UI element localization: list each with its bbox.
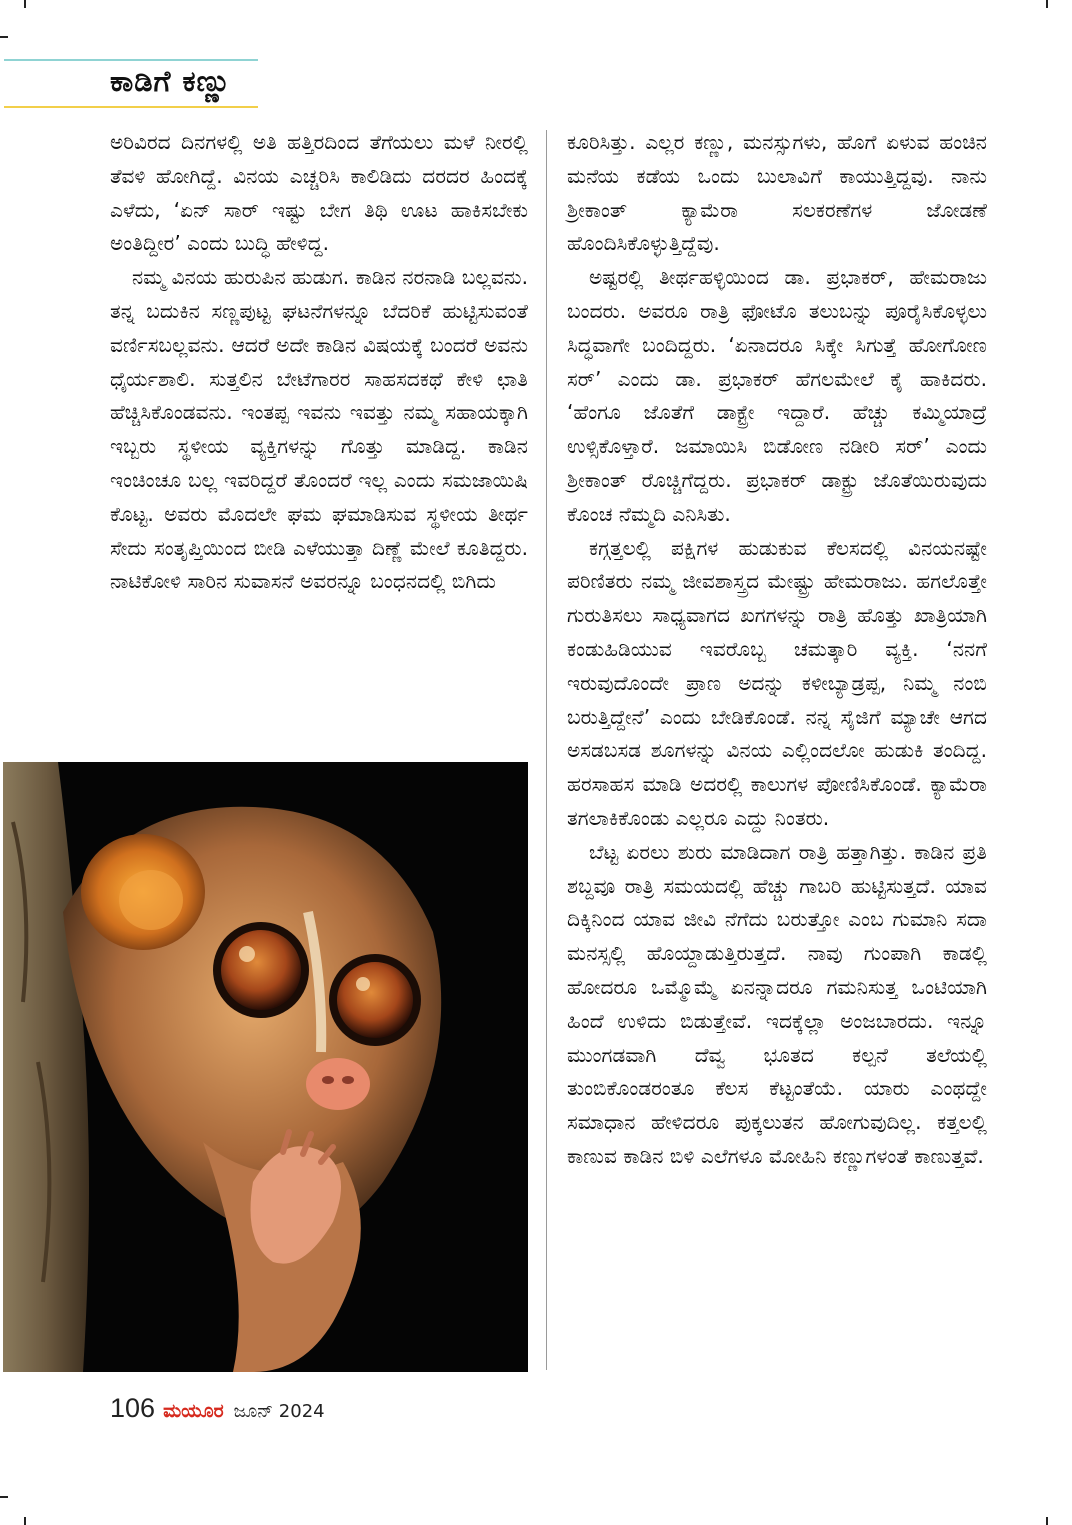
crop-mark-top-left bbox=[24, 0, 26, 8]
paragraph: ನಮ್ಮ ವಿನಯ ಹುರುಪಿನ ಹುಡುಗ. ಕಾಡಿನ ನರನಾಡಿ ಬಲ್ಲವನು. ತನ್ನ ಬದುಕಿನ ಸಣ್ಣಪುಟ್ಟ ಘಟನೆಗಳನ್ನೂ ಬೆದರಿಕೆ ಹುಟ್ಟಿಸುವಂತೆ ವರ್ಣಿಸಬಲ್ಲವನು. ಆದರೆ ಅದೇ ಕಾಡಿನ ವಿಷಯಕ್ಕೆ ಬಂದರೆ ಅವನು ಧೈರ್ಯಶಾಲಿ. ಸುತ್ತಲಿನ ಬೇಟೆಗಾರರ ಸಾಹಸದಕಥೆ ಕೇಳಿ ಛಾತಿ ಹೆಚ್ಚಿಸಿಕೊಂಡವನು. ಇಂತಪ್ಪ ಇವನು ಇವತ್ತು ನಮ್ಮ ಸಹಾಯಕ್ಕಾಗಿ ಇಬ್ಬರು ಸ್ಥಳೀಯ ವ್ಯಕ್ತಿಗಳನ್ನು ಗೊತ್ತು ಮಾಡಿದ್ದ. ಕಾಡಿನ ಇಂಚಿಂಚೂ ಬಲ್ಲ ಇವರಿದ್ದರೆ ತೊಂದರೆ ಇಲ್ಲ ಎಂದು ಸಮಜಾಯಿಷಿ ಕೊಟ್ಟ. ಅವರು ಮೊದಲೇ ಘಮ ಘಮಾಡಿಸುವ ಸ್ಥಳೀಯ ತೀರ್ಥ ಸೇದು ಸಂತೃಪ್ತಿಯಿಂದ ಬೀಡಿ ಎಳೆಯುತ್ತಾ ದಿಣ್ಣೆ ಮೇಲೆ ಕೂತಿದ್ದರು. ನಾಟಿಕೋಳಿ ಸಾರಿನ ಸುವಾಸನೆ ಅವರನ್ನೂ ಬಂಧನದಲ್ಲಿ ಬಿಗಿದು bbox=[110, 265, 528, 594]
crop-mark-top-right bbox=[1046, 0, 1048, 8]
paragraph: ಬೆಟ್ಟ ಏರಲು ಶುರು ಮಾಡಿದಾಗ ರಾತ್ರಿ ಹತ್ತಾಗಿತ್ತು. ಕಾಡಿನ ಪ್ರತಿ ಶಬ್ದವೂ ರಾತ್ರಿ ಸಮಯದಲ್ಲಿ ಹೆಚ್ಚು ಗಾಬರಿ ಹುಟ್ಟಿಸುತ್ತದೆ. ಯಾವ ದಿಕ್ಕಿನಿಂದ ಯಾವ ಜೀವಿ ನೆಗೆದು ಬರುತ್ತೋ ಎಂಬ ಗುಮಾನಿ ಸದಾ ಮನಸ್ಸಲ್ಲಿ ಹೊಯ್ದಾಡುತ್ತಿರುತ್ತದೆ. ನಾವು ಗುಂಪಾಗಿ ಕಾಡಲ್ಲಿ ಹೋದರೂ ಒಮ್ಮೊಮ್ಮೆ ಏನನ್ನಾದರೂ ಗಮನಿಸುತ್ತ ಒಂಟಿಯಾಗಿ ಹಿಂದೆ ಉಳಿದು ಬಿಡುತ್ತೇವೆ. ಇದಕ್ಕೆಲ್ಲಾ ಅಂಜಬಾರದು. ಇನ್ನೂ ಮುಂಗಡವಾಗಿ ದೆವ್ವ ಭೂತದ ಕಲ್ಪನೆ ತಲೆಯಲ್ಲಿ ತುಂಬಿಕೊಂಡರಂತೂ ಕೆಲಸ ಕೆಟ್ಟಂತೆಯೆ. ಯಾರು ಎಂಥದ್ದೇ ಸಮಾಧಾನ ಹೇಳಿದರೂ ಪುಕ್ಕಲುತನ ಹೋಗುವುದಿಲ್ಲ. ಕತ್ತಲಲ್ಲಿ ಕಾಣುವ ಕಾಡಿನ ಬಿಳಿ ಎಲೆಗಳೂ ಮೋಹಿನಿ ಕಣ್ಣುಗಳಂತೆ ಕಾಣುತ್ತವೆ. bbox=[567, 839, 987, 1168]
paragraph: ಕಗ್ಗತ್ತಲಲ್ಲಿ ಪಕ್ಷಿಗಳ ಹುಡುಕುವ ಕೆಲಸದಲ್ಲಿ ವಿನಯನಷ್ಟೇ ಪರಿಣಿತರು ನಮ್ಮ ಜೀವಶಾಸ್ತ್ರದ ಮೇಷ್ಟ್ರು ಹೇಮರಾಜು. ಹಗಲೊತ್ತೇ ಗುರುತಿಸಲು ಸಾಧ್ಯವಾಗದ ಖಗಗಳನ್ನು ರಾತ್ರಿ ಹೊತ್ತು ಖಾತ್ರಿಯಾಗಿ ಕಂಡುಹಿಡಿಯುವ ಇವರೊಬ್ಬ ಚಮತ್ಕಾರಿ ವ್ಯಕ್ತಿ. ‘ನನಗೆ ಇರುವುದೊಂದೇ ಪ್ರಾಣ ಅದನ್ನು ಕಳೀಬ್ಯಾಡ್ರಪ್ಪ, ನಿಮ್ಮ ನಂಬಿ ಬರುತ್ತಿದ್ದೇನೆ’ ಎಂದು ಬೇಡಿಕೊಂಡೆ. ನನ್ನ ಸೈಜಿಗೆ ಮ್ಯಾಚೇ ಆಗದ ಅಸಡಬಸಡ ಶೂಗಳನ್ನು ವಿನಯ ಎಲ್ಲಿಂದಲೋ ಹುಡುಕಿ ತಂದಿದ್ದ. ಹರಸಾಹಸ ಮಾಡಿ ಅದರಲ್ಲಿ ಕಾಲುಗಳ ಪೋಣಿಸಿಕೊಂಡೆ. ಕ್ಯಾಮೆರಾ ತಗಲಾಕಿಕೊಂಡು ಎಲ್ಲರೂ ಎದ್ದು ನಿಂತರು. bbox=[567, 535, 987, 830]
page-footer bbox=[110, 1393, 325, 1427]
issue-date: ಜೂನ್ 2024 bbox=[233, 1401, 325, 1422]
paragraph: ಕೂರಿಸಿತ್ತು. ಎಲ್ಲರ ಕಣ್ಣು, ಮನಸ್ಸುಗಳು, ಹೊಗೆ ಏಳುವ ಹಂಚಿನ ಮನೆಯ ಕಡೆಯ ಒಂದು ಬುಲಾವಿಗೆ ಕಾಯುತ್ತಿದ್ದವು. ನಾನು ಶ್ರೀಕಾಂತ್ ಕ್ಯಾಮೆರಾ ಸಲಕರಣೆಗಳ ಜೋಡಣೆ ಹೊಂದಿಸಿಕೊಳ್ಳುತ್ತಿದ್ದೆವು. bbox=[567, 130, 987, 256]
header-rule-bottom bbox=[4, 106, 258, 108]
header-rule-top bbox=[4, 59, 258, 61]
paragraph: ಅಷ್ಟರಲ್ಲಿ ತೀರ್ಥಹಳ್ಳಿಯಿಂದ ಡಾ. ಪ್ರಭಾಕರ್, ಹೇಮರಾಜು ಬಂದರು. ಅವರೂ ರಾತ್ರಿ ಫೋಟೊ ತಲುಬನ್ನು ಪೂರೈಸಿಕೊಳ್ಳಲು ಸಿದ್ಧವಾಗೇ ಬಂದಿದ್ದರು. ‘ಏನಾದರೂ ಸಿಕ್ಕೇ ಸಿಗುತ್ತೆ ಹೋಗೋಣ ಸರ್’ ಎಂದು ಡಾ. ಪ್ರಭಾಕರ್ ಹೆಗಲಮೇಲೆ ಕೈ ಹಾಕಿದರು. ‘ಹೆಂಗೂ ಜೊತೆಗೆ ಡಾಕ್ಟ್ರೇ ಇದ್ದಾರೆ. ಹೆಚ್ಚು ಕಮ್ಮಿಯಾದ್ರೆ ಉಳ್ಸಿಕೊಳ್ತಾರೆ. ಜಮಾಯಿಸಿ ಬಿಡೋಣ ನಡೀರಿ ಸರ್’ ಎಂದು ಶ್ರೀಕಾಂತ್ ರೊಚ್ಚಿಗೆದ್ದರು. ಪ್ರಭಾಕರ್ ಡಾಕ್ಟ್ರು ಜೊತೆಯಿರುವುದು ಕೊಂಚ ನೆಮ್ಮದಿ ಎನಿಸಿತು. bbox=[567, 265, 987, 526]
magazine-logo: ಮಯೂರ bbox=[163, 1400, 224, 1422]
section-title: ಕಾಡಿಗೆ ಕಣ್ಣು bbox=[110, 64, 232, 98]
column-divider bbox=[546, 130, 547, 1370]
crop-mark-left-upper bbox=[0, 36, 8, 38]
crop-mark-left-lower bbox=[0, 1496, 8, 1498]
crop-mark-bottom-right bbox=[1046, 1517, 1048, 1525]
loris-icon bbox=[3, 762, 528, 1372]
page-number: 106 bbox=[110, 1393, 156, 1423]
article-right-column bbox=[567, 126, 987, 1174]
crop-mark-bottom-left bbox=[24, 1517, 26, 1525]
paragraph: ಅರಿವಿರದ ದಿನಗಳಲ್ಲಿ ಅತಿ ಹತ್ತಿರದಿಂದ ತೆಗೆಯಲು ಮಳೆ ನೀರಲ್ಲಿ ತೆವಳಿ ಹೋಗಿದ್ದೆ. ವಿನಯ ಎಚ್ಚರಿಸಿ ಕಾಲಿಡಿದು ದರದರ ಹಿಂದಕ್ಕೆ ಎಳೆದು, ‘ಏನ್ ಸಾರ್ ಇಷ್ಟು ಬೇಗ ತಿಥಿ ಊಟ ಹಾಕಿಸಬೇಕು ಅಂತಿದ್ದೀರ’ ಎಂದು ಬುದ್ಧಿ ಹೇಳಿದ್ದ. bbox=[110, 130, 528, 256]
article-left-column bbox=[110, 126, 528, 599]
loris-photo bbox=[3, 762, 528, 1372]
